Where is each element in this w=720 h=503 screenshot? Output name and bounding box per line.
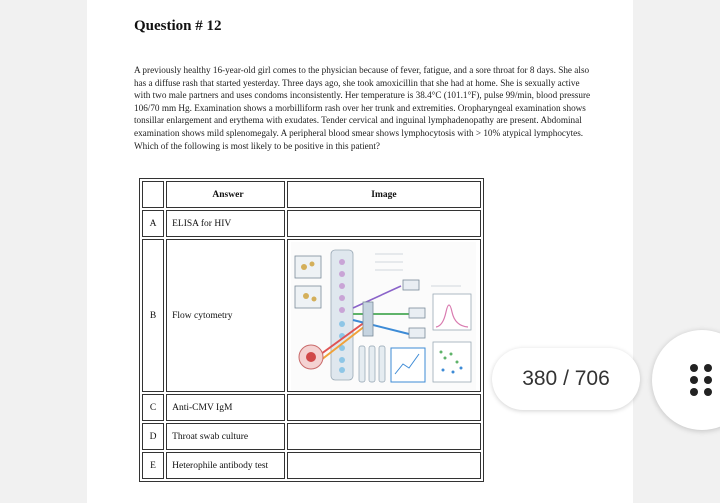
option-answer: Throat swab culture bbox=[166, 423, 285, 450]
option-image-cell bbox=[287, 239, 481, 392]
option-image-cell bbox=[287, 394, 481, 421]
table-row bbox=[142, 423, 481, 450]
option-answer: ELISA for HIV bbox=[166, 210, 285, 237]
header-image: Image bbox=[287, 181, 481, 208]
table-header-row bbox=[142, 181, 481, 208]
option-answer: Anti-CMV IgM bbox=[166, 394, 285, 421]
question-title: Question # 12 bbox=[134, 18, 222, 34]
option-letter: E bbox=[142, 452, 164, 479]
header-letter-cell bbox=[142, 181, 164, 208]
menu-button[interactable] bbox=[652, 330, 720, 430]
table-row bbox=[142, 452, 481, 479]
option-image-cell bbox=[287, 452, 481, 479]
flow-cytometry-diagram bbox=[291, 242, 476, 390]
option-image-cell bbox=[287, 210, 481, 237]
option-answer: Heterophile antibody test bbox=[166, 452, 285, 479]
option-letter: D bbox=[142, 423, 164, 450]
question-text: A previously healthy 16-year-old girl comes to the physician because of fever, fatigue, and a sore throat for 8 days. She also has a diffuse rash that started yesterday. Three days ago, she took amoxicillin that she had at home. She is sexually active with two male partners and uses condoms inconsistently. Her temperature is 38.4°C (101.1°F), pulse 99/min, blood pressure 106/70 mm Hg. Examination shows a morbilliform rash over her trunk and extremities. Oropharyngeal examination shows tonsillar enlargement and erythema with exudates. Tender cervical and inguinal lymphadenopathy are present. Abdominal examination shows mild splenomegaly. A peripheral blood smear shows lymphocytosis with > 10% atypical lymphocytes. Which of the following is most likely to be positive in this patient? bbox=[134, 65, 591, 151]
option-answer: Flow cytometry bbox=[166, 239, 285, 392]
page-counter: 380 / 706 bbox=[492, 348, 640, 410]
option-letter: B bbox=[142, 239, 164, 392]
answer-table bbox=[139, 178, 484, 482]
option-letter: A bbox=[142, 210, 164, 237]
document-page bbox=[87, 0, 633, 503]
grid-dots-icon bbox=[686, 362, 718, 398]
table-row bbox=[142, 394, 481, 421]
option-letter: C bbox=[142, 394, 164, 421]
option-image-cell bbox=[287, 423, 481, 450]
header-answer: Answer bbox=[166, 181, 285, 208]
table-row bbox=[142, 210, 481, 237]
table-row bbox=[142, 239, 481, 392]
